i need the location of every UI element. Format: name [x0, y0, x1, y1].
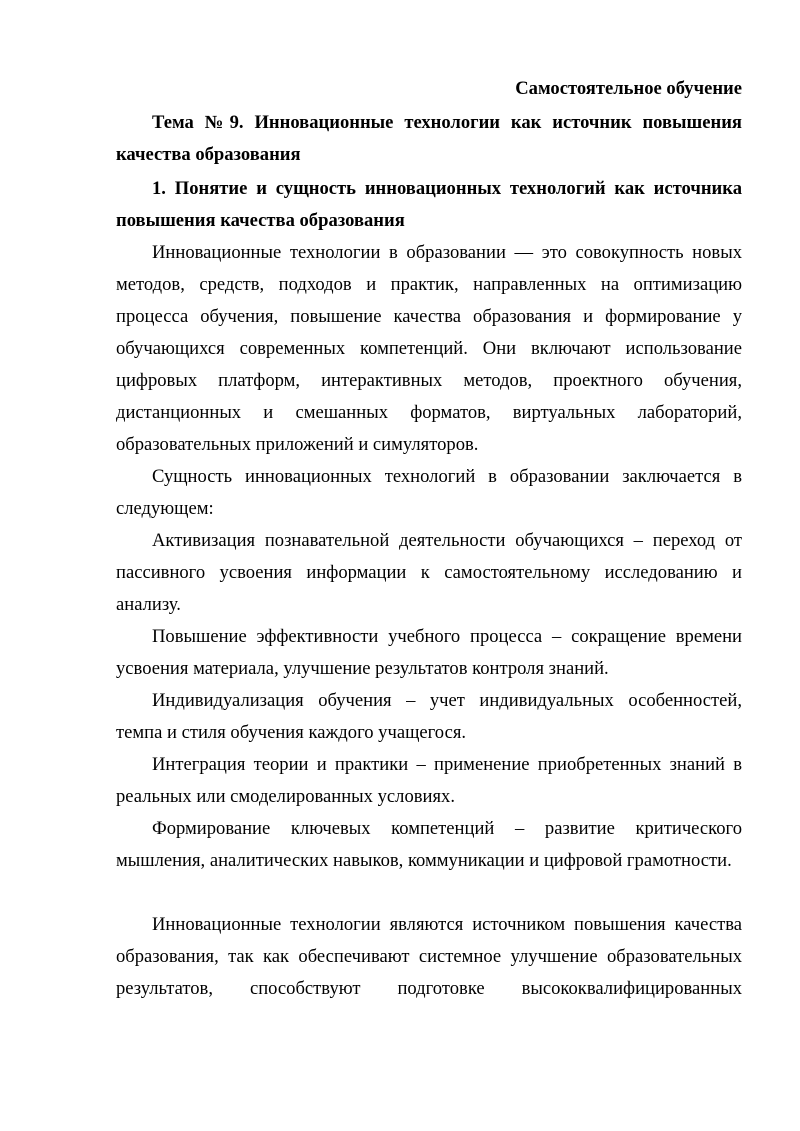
document-header: Самостоятельное обучение — [515, 78, 742, 99]
paragraph-quality-source: Инновационные технологии являются источником повышения качества образования, так как обеспечивают системное улучшение образовательных результатов, способствуют подготовке высококвалифицированных — [116, 914, 742, 999]
paragraph-integration: Интеграция теории и практики – применение приобретенных знаний в реальных или смоделированных условиях. — [116, 754, 742, 807]
blank-line — [116, 877, 742, 909]
section-title: 1. Понятие и сущность инновационных технологий как источника повышения качества образования — [116, 178, 742, 231]
paragraph-individualization: Индивидуализация обучения – учет индивидуальных особенностей, темпа и стиля обучения каждого учащегося. — [116, 690, 742, 743]
paragraph-definition: Инновационные технологии в образовании — это совокупность новых методов, средств, подходов и практик, направленных на оптимизацию процесса обучения, повышение качества образования и формирование у обучающихся современных компетенций. Они включают использование цифровых платформ, интерактивных методов, проектного обучения, дистанционных и смешанных форматов, виртуальных лабораторий, образовательных приложений и симуляторов. — [116, 242, 742, 455]
paragraph-activation: Активизация познавательной деятельности обучающихся – переход от пассивного усвоения информации к самостоятельному исследованию и анализу. — [116, 530, 742, 615]
paragraph-efficiency: Повышение эффективности учебного процесса – сокращение времени усвоения материала, улучшение результатов контроля знаний. — [116, 626, 742, 679]
document-page — [116, 72, 742, 1005]
topic-title: Тема №9. Инновационные технологии как источник повышения качества образования — [116, 112, 742, 165]
paragraph-essence-intro: Сущность инновационных технологий в образовании заключается в следующем: — [116, 466, 742, 519]
paragraph-competencies: Формирование ключевых компетенций – развитие критического мышления, аналитических навыков, коммуникации и цифровой грамотности. — [116, 818, 742, 871]
